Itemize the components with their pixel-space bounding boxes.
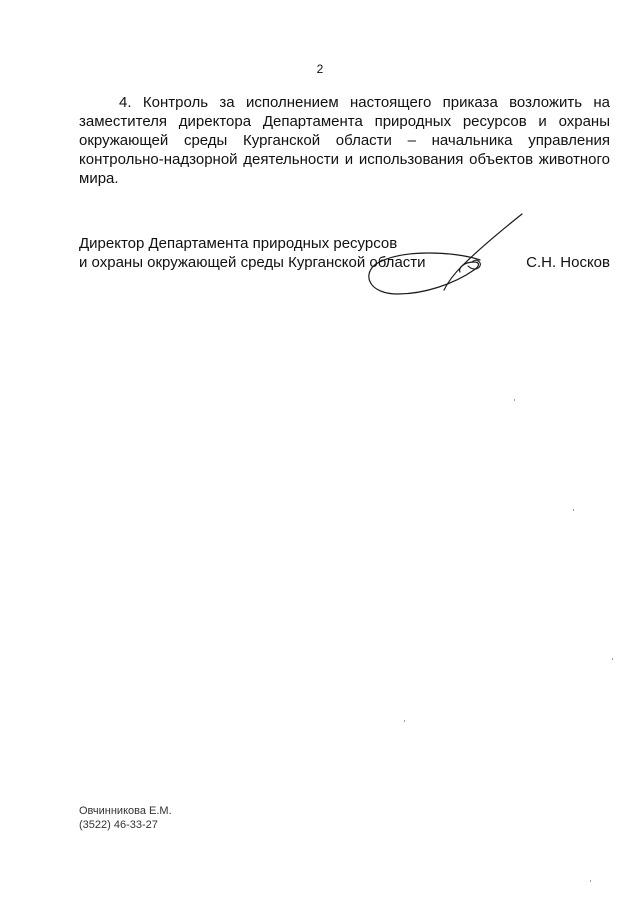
signature-stroke-long xyxy=(444,214,522,290)
order-paragraph-4: 4. Контроль за исполнением настоящего приказа возложить на заместителя директора Департамента природных ресурсов и охраны окружающей среды Курганской области – начальника управления контрольно-надзорной деятельности и использования объектов животного мира. xyxy=(79,94,610,187)
scan-speck xyxy=(404,720,405,722)
handwritten-signature xyxy=(362,208,532,303)
scan-speck xyxy=(573,509,574,511)
executor-phone: (3522) 46-33-27 xyxy=(79,819,158,831)
executor-info xyxy=(79,804,172,832)
scan-speck xyxy=(514,399,515,401)
executor-name: Овчинникова Е.М. xyxy=(79,805,172,817)
signature-stroke-loop xyxy=(369,253,480,294)
page-number: 2 xyxy=(316,62,324,76)
signer-title-line-2: и охраны окружающей среды Курганской области xyxy=(79,254,426,271)
scan-speck xyxy=(590,880,591,882)
signer-title-line-1: Директор Департамента природных ресурсов xyxy=(79,235,398,252)
scan-speck xyxy=(612,658,613,660)
signer-name: С.Н. Носков xyxy=(526,254,610,271)
